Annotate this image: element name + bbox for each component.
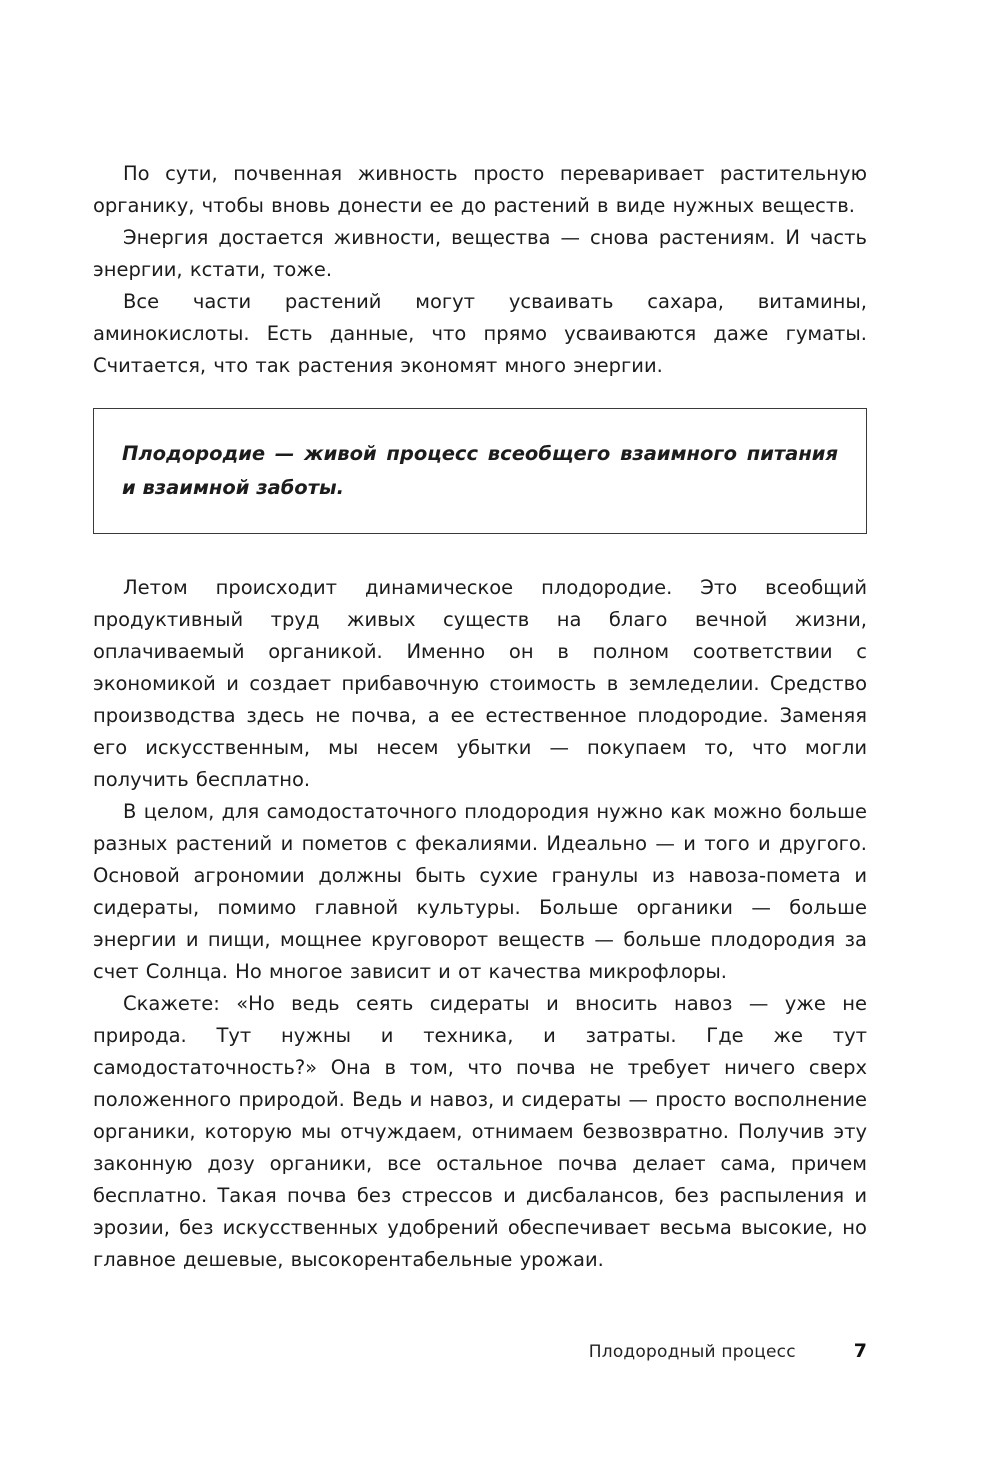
paragraph: Летом происходит динамическое плодородие. Это всеобщий продуктивный труд живых существ на благо вечной жизни, оплачиваемый органикой. Именно он в полном соответствии с экономикой и создает прибавочную стоимость в земледелии. Средство производства здесь не почва, а ее естественное плодородие. Заменяя его искусственным, мы несем убытки — покупаем то, что могли получить бесплатно. bbox=[93, 576, 867, 791]
page-number: 7 bbox=[853, 1340, 867, 1362]
callout-text: Плодородие — живой процесс всеобщего взаимного питания и взаимной заботы. bbox=[122, 442, 838, 499]
paragraph: Скажете: «Но ведь сеять сидераты и вносить навоз — уже не природа. Тут нужны и техника, и затраты. Где же тут самодостаточность?» Она в том, что почва не требует ничего сверх положенного природой. Ведь и навоз, и сидераты — просто восполнение органики, которую мы отчуждаем, отнимаем безвозвратно. Получив эту законную дозу органики, все остальное почва делает сама, причем бесплатно. Такая почва без стрессов и дисбалансов, без распыления и эрозии, без искусственных удобрений обеспечивает весьма высокие, но главное дешевые, высокорентабельные урожаи. bbox=[93, 992, 867, 1271]
text-block bbox=[93, 158, 867, 1276]
callout-box bbox=[93, 408, 867, 534]
page-footer bbox=[93, 1340, 867, 1362]
paragraph: В целом, для самодостаточного плодородия нужно как можно больше разных растений и пометов с фекалиями. Идеально — и того и другого. Основой агрономии должны быть сухие гранулы из навоза-помета и сидераты, помимо главной культуры. Больше органики — больше энергии и пищи, мощнее круговорот веществ — больше плодородия за счет Солнца. Но многое зависит и от качества микрофлоры. bbox=[93, 800, 867, 983]
running-title: Плодородный процесс bbox=[588, 1342, 796, 1362]
paragraph: Энергия достается живности, вещества — снова растениям. И часть энергии, кстати, тоже. bbox=[93, 226, 867, 281]
paragraph: По сути, почвенная живность просто переваривает растительную органику, чтобы вновь донести ее до растений в виде нужных веществ. bbox=[93, 162, 867, 217]
paragraph: Все части растений могут усваивать сахара, витамины, аминокислоты. Есть данные, что прямо усваиваются даже гуматы. Считается, что так растения экономят много энергии. bbox=[93, 290, 867, 377]
